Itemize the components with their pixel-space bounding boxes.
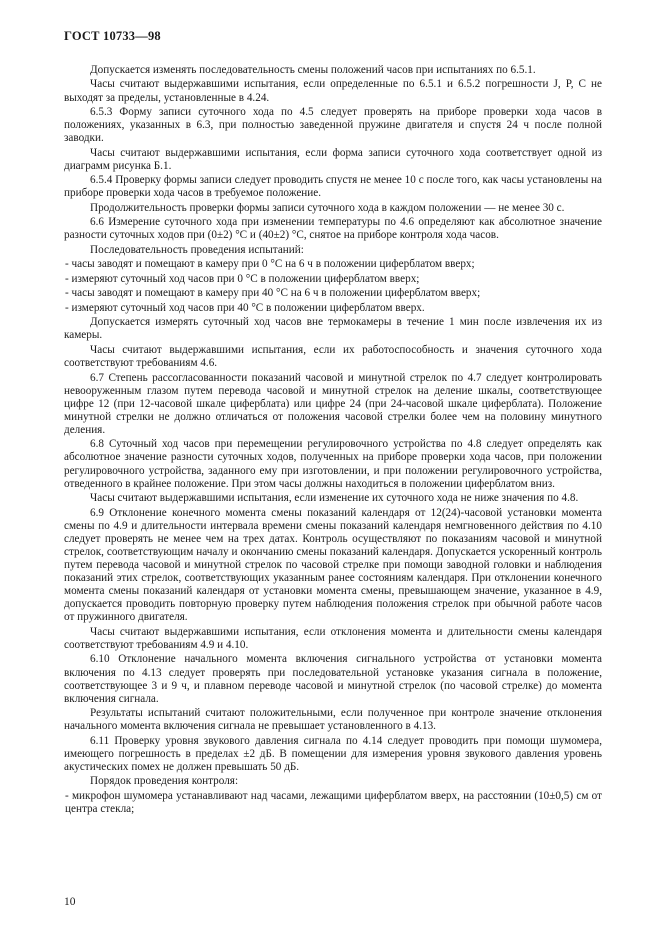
list-item: - часы заводят и помещают в камеру при 0 °С на 6 ч в положении циферблатом вверх; bbox=[65, 258, 475, 271]
paragraph: 6.10 Отклонение начального момента включения сигнального устройства от установки момента включения по 4.13 следует проверять при последовательной установке указания сигнала в положение, соответствующее 3 и 9 ч, и плавном переводе часовой и минутной стрелок (по часовой стрелке) до момента включения сигнала. bbox=[64, 653, 602, 705]
paragraph: Результаты испытаний считают положительными, если полученное при контроле значение отклонения начального момента включения сигнала не превышает установленного в 4.13. bbox=[64, 707, 602, 733]
paragraph: Порядок проведения контроля: bbox=[90, 775, 239, 788]
paragraph: 6.7 Степень рассогласованности показаний часовой и минутной стрелок по 4.7 следует контролировать невооруженным глазом путем перевода часовой и минутной стрелок на деление шкалы, соответствующее цифре 12 (при 12-часовой шкале циферблата) или цифре 24 (при 24-часовой шкале циферблата). Положение минутной стрелки не должно отличаться от положения часовой стрелки более чем на половину минутного деления. bbox=[64, 371, 602, 436]
document-body bbox=[64, 64, 602, 818]
paragraph: Часы считают выдержавшими испытания, если отклонения момента и длительности смены календаря соответствуют требованиям 4.9 и 4.10. bbox=[64, 625, 602, 651]
paragraph: 6.11 Проверку уровня звукового давления сигнала по 4.14 следует проводить при помощи шумомера, имеющего погрешность в пределах ±2 дБ. В помещении для измерения уровня звукового давления уровень акустических помех не должен превышать 50 дБ. bbox=[64, 734, 602, 773]
paragraph: Допускается изменять последовательность смены положений часов при испытаниях по 6.5.1. bbox=[90, 64, 536, 76]
list-item: - измеряют суточный ход часов при 0 °С в положении циферблатом вверх; bbox=[65, 272, 420, 285]
paragraph: Часы считают выдержавшими испытания, если их работоспособность и значения суточного хода соответствуют требованиям 4.6. bbox=[64, 343, 602, 370]
list-item: - измеряют суточный ход часов при 40 °С в положении циферблатом вверх. bbox=[65, 301, 425, 314]
paragraph: 6.8 Суточный ход часов при перемещении регулировочного устройства по 4.8 следует определять как абсолютное значение разности суточных ходов, полученных на приборе проверки хода часов, при положении регулировочного устройства, заданного ему при изготовлении, и при положении регулировочного устройства, отведенного в крайнее положение. При этом часы должны находиться в положении циферблатом вниз. bbox=[64, 438, 602, 490]
page-number: 10 bbox=[64, 896, 76, 908]
paragraph: Часы считают выдержавшими испытания, если изменение их суточного хода не ниже значения по 4.8. bbox=[90, 492, 579, 505]
document-header: ГОСТ 10733—98 bbox=[64, 29, 161, 43]
paragraph: 6.5.3 Форму записи суточного хода по 4.5 следует проверять на приборе проверки хода часов в положениях, указанных в 6.3, при полностью заведенной пружине двигателя и спустя 24 ч после полной заводки. bbox=[64, 106, 602, 145]
paragraph: 6.9 Отклонение конечного момента смены показаний календаря от 12(24)-часовой установки момента смены по 4.9 и длительности интервала времени смены показаний календаря немгновенного действия по 4.10 следует проверять не менее чем на трех датах. Контроль осуществляют по показаниям часовой и минутной стрелок, соответствующим началу и окончанию смены показаний календаря. Допускается ускоренный контроль путем перевода часовой и минутной стрелок по часовой стрелке при помощи заводной головки и наблюдения показаний этих стрелок, соответствующих указанным ранее состояниям календаря. При отклонении конечного момента смены показаний календаря от установки момента смены, превышающем значение, указанное в 4.9, допускается проводить повторную проверку путем наблюдения положения стрелок при обычной работе часов от пружинного двигателя. bbox=[64, 506, 602, 624]
paragraph: 6.5.4 Проверку формы записи следует проводить спустя не менее 10 с после того, как часы установлены на приборе проверки хода часов в требуемое положение. bbox=[64, 174, 602, 200]
paragraph: Допускается измерять суточный ход часов вне термокамеры в течение 1 мин после извлечения их из камеры. bbox=[64, 316, 602, 342]
paragraph: Часы считают выдержавшими испытания, если форма записи суточного хода соответствует одной из диаграмм рисунка Б.1. bbox=[64, 146, 602, 172]
list-item: - микрофон шумомера устанавливают над часами, лежащими циферблатом вверх, на расстоянии (10±0,5) см от центра стекла; bbox=[65, 789, 602, 816]
paragraph: Последовательность проведения испытаний: bbox=[90, 243, 304, 256]
paragraph: Продолжительность проверки формы записи суточного хода в каждом положении — не менее 30 с. bbox=[90, 201, 565, 214]
paragraph: 6.6 Измерение суточного хода при изменении температуры по 4.6 определяют как абсолютное значение разности суточных ходов при (0±2) °С и (40±2) °С, снятое на приборе контроля хода часов. bbox=[64, 216, 602, 242]
paragraph: Часы считают выдержавшими испытания, если определенные по 6.5.1 и 6.5.2 погрешности J, P, C не выходят за пределы, установленные в 4.24. bbox=[64, 78, 602, 104]
list-item: - часы заводят и помещают в камеру при 40 °С на 6 ч в положении циферблатом вверх; bbox=[65, 287, 481, 300]
